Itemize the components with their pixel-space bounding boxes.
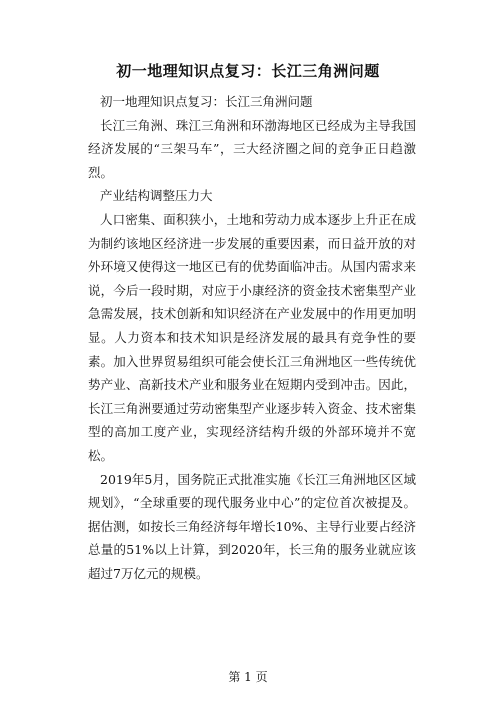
page-number: 第 1 页 [228,670,268,684]
document-title: 初一地理知识点复习：长江三角洲问题 [116,62,380,80]
document-body [88,90,416,585]
paragraph-planning: 2019年5月，国务院正式批准实施《长江三角洲地区区域规划》，“全球重要的现代服务业中心”的定位首次被提及。据估测，如按长三角经济每年增长10%、主导行业要占经济总量的51%以上计算，到2020年，长三角的服务业就应该超过7万亿元的规模。 [88,471,416,581]
paragraph-subtitle: 初一地理知识点复习：长江三角洲问题 [100,94,313,109]
paragraph-heading: 产业结构调整压力大 [100,188,213,204]
paragraph-industry: 人口密集、面积狭小，土地和劳动力成本逐步上升正在成为制约该地区经济进一步发展的重要因素，而日益开放的对外环境又使得这一地区已有的优势面临冲击。从国内需求来说，今后一段时期，对应于小康经济的资金技术密集型产业急需发展，技术创新和知识经济在产业发展中的作用更加明显。人力资本和技术知识是经济发展的最具有竞争性的要素。加入世界贸易组织可能会使长江三角洲地区一些传统优势产业、高新技术产业和服务业在短期内受到冲击。因此，长江三角洲要通过劳动密集型产业逐步转入资金、技术密集型的高加工度产业，实现经济结构升级的外部环境并不宽松。 [88,211,416,463]
paragraph-intro: 长江三角洲、珠江三角洲和环渤海地区已经成为主导我国经济发展的“三架马车”，三大经济圈之间的竞争正日趋激烈。 [88,117,416,180]
